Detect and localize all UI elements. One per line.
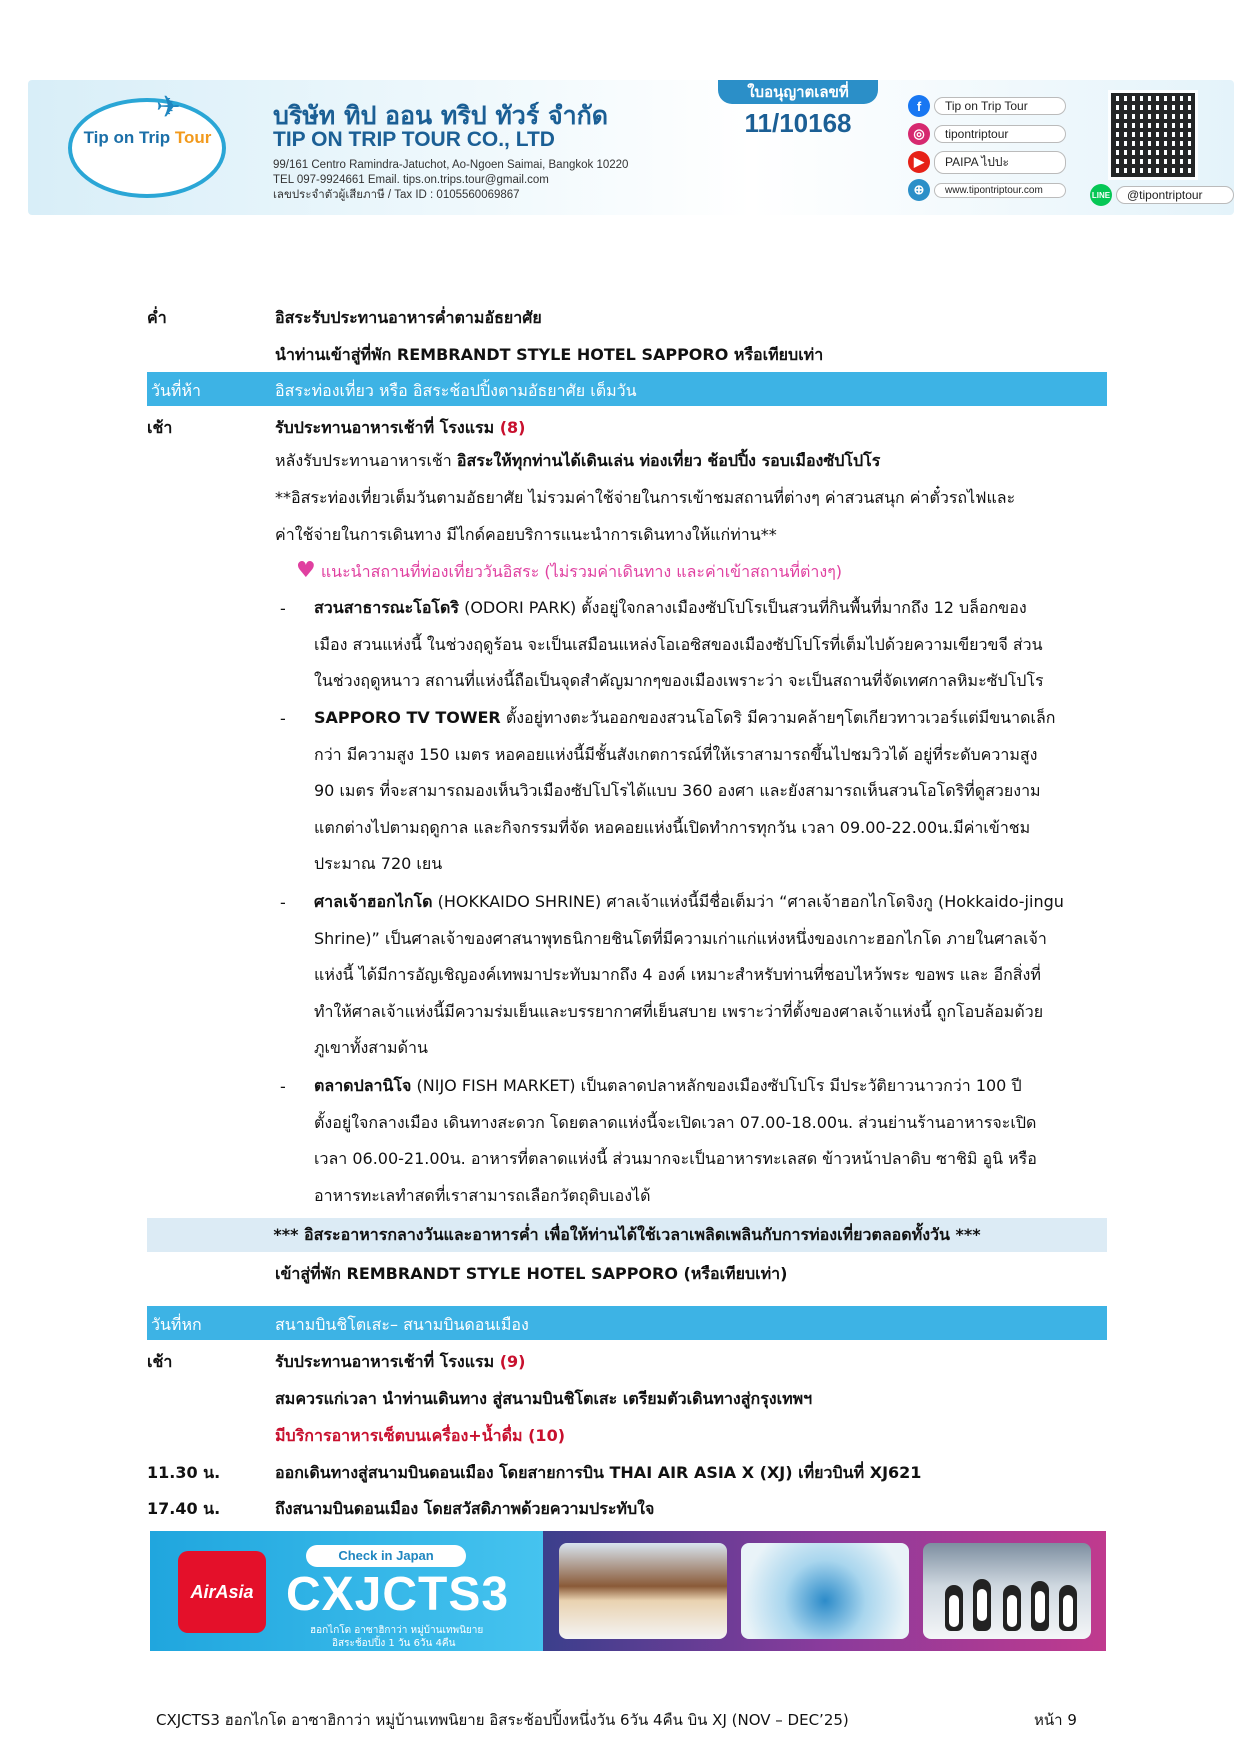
day-label: วันที่ห้า (151, 381, 201, 400)
tour-promo-banner (150, 1531, 1106, 1651)
heart-icon: ♥ (296, 558, 316, 583)
hotel-text: นำท่านเข้าสู่ที่พัก REMBRANDT STYLE HOTEL SAPPORO หรือเทียบเท่า (275, 345, 824, 364)
place-nijo-market: ตลาดปลานิโจ (NIJO FISH MARKET) เป็นตลาดปลาหลักของเมืองซัปโปโร มีประวัติยาวนาวกว่า 100 ปี ตั้งอยู่ใจกลางเมือง เดินทางสะดวก โดยตลาดแห่งนี้จะเปิดเวลา 07.00-18.00น. ส่วนย่านร้านอาหารจะเปิด เวลา 06.00-21.00น. อาหารที่ตลาดแห่งนี้ ส่วนมากจะเป็นอาหารทะเลสด ข้าวหน้าปลาดิบ ซาชิมิ อูนิ หรือ อาหารทะเลทำสดที่เราสามารถเลือกวัตถุดิบเองได้ (314, 1076, 1037, 1205)
photo-shirohige-falls (741, 1543, 909, 1639)
instagram-icon: ◎ (908, 123, 930, 145)
company-header-banner (28, 80, 1234, 215)
breakfast-text: รับประทานอาหารเช้าที่ โรงแรม (8) (275, 418, 526, 437)
social-line[interactable]: LINE @tipontriptour (1090, 184, 1234, 206)
inflight-meal: มีบริการอาหารเซ็ตบนเครื่อง+น้ำดื่ม (10) (275, 1426, 566, 1445)
social-website[interactable]: ⊕ www.tipontriptour.com (908, 176, 1066, 204)
page-number: หน้า 9 (1034, 1711, 1077, 1729)
airplane-icon: ✈ (156, 90, 182, 125)
line-icon: LINE (1090, 184, 1112, 206)
place-odori: สวนสาธารณะโอโดริ (ODORI PARK) ตั้งอยู่ใจกลางเมืองซัปโปโรเป็นสวนที่กินพื้นที่มากถึง 12 บล็อกของ เมือง สวนแห่งนี้ ในช่วงฤดูร้อน จะเป็นเสมือนแหล่งโอเอซิสของเมืองซัปโปโรที่เต็มไปด้วยความเขียวขจี ส่วน ในช่วงฤดูหนาว สถานที่แห่งนี้ถือเป็นจุดสำคัญมากๆของเมืองเพราะว่า จะเป็นสถานที่จัดเทศกาลหิมะซัปโปโร (314, 598, 1044, 691)
recommend-heading: ♥ แนะนำสถานที่ท่องเที่ยววันอิสระ (ไม่รวมค่าเดินทาง และค่าเข้าสถานที่ต่างๆ) (296, 558, 843, 583)
bullet-dash: - (280, 893, 286, 912)
bullet-dash: - (280, 1077, 286, 1096)
bullet-dash: - (280, 599, 286, 618)
day-label: วันที่หก (151, 1315, 202, 1334)
license-number: 11/10168 (744, 108, 852, 138)
tour-subtitle-2: อิสระช้อปปิ้ง 1 วัน 6วัน 4คืน (332, 1638, 456, 1649)
time-label: 11.30 น. (147, 1463, 221, 1482)
day-title: อิสระท่องเที่ยว หรือ อิสระช้อปปิ้งตามอัธยาศัย เต็มวัน (275, 381, 637, 400)
social-instagram[interactable]: ◎ tipontriptour (908, 120, 1066, 148)
breakfast-text: รับประทานอาหารเช้าที่ โรงแรม (9) (275, 1352, 526, 1371)
day-six-band (147, 1306, 1107, 1340)
social-facebook[interactable]: f Tip on Trip Tour (908, 92, 1066, 120)
social-youtube[interactable]: ▶ PAIPA ไปปะ (908, 148, 1066, 176)
meal-label: ค่ำ (147, 308, 167, 327)
youtube-icon: ▶ (908, 151, 930, 173)
place-tv-tower: SAPPORO TV TOWER ตั้งอยู่ทางตะวันออกของสวนโอโดริ มีความคล้ายๆโตเกียวทาวเวอร์แต่มีขนาดเล็ก กว่า มีความสูง 150 เมตร หอคอยแห่งนี้มีชั้นสังเกตการณ์ที่ให้เราสามารถขึ้นไปชมวิวได้ อยู่ที่ระดับความสูง 90 เมตร ที่จะสามารถมองเห็นวิวเมืองซัปโปโรได้แบบ 360 องศา และยังสามารถเห็นสวนโอโดริที่ดูสวยงาม แตกต่างไปตามฤดูกาล และกิจกรรมที่จัด หอคอยแห่งนี้เปิดทำการทุกวัน เวลา 09.00-22.00น.มีค่าเข้าชม ประมาณ 720 เยน (314, 708, 1056, 874)
license-label: ใบอนุญาตเลขที่ (718, 80, 878, 104)
bullet-dash: - (280, 709, 286, 728)
flight-text: ออกเดินทางสู่สนามบินดอนเมือง โดยสายการบิน THAI AIR ASIA X (XJ) เที่ยวบินที่ XJ621 (275, 1463, 922, 1482)
tour-subtitle: ฮอกไกโด อาซาฮิกาว่า หมู่บ้านเทพนิยาย (310, 1625, 484, 1636)
dinner-text: อิสระรับประทานอาหารค่ำตามอัธยาศัย (275, 308, 542, 327)
hotel-text: เข้าสู่ที่พัก REMBRANDT STYLE HOTEL SAPPORO (หรือเทียบเท่า) (275, 1264, 788, 1283)
social-links (908, 92, 1066, 204)
company-logo-text: Tip on Trip Tour (83, 128, 212, 147)
depart-text: สมควรแก่เวลา นำท่านเดินทาง สู่สนามบินชิโตเสะ เตรียมตัวเดินทางสู่กรุงเทพฯ (275, 1389, 813, 1408)
footer-title: CXJCTS3 ฮอกไกโด อาซาฮิกาว่า หมู่บ้านเทพนิยาย อิสระช้อปปิ้งหนึ่งวัน 6วัน 4คืน บิน XJ (NOV – DEC’25) (156, 1711, 849, 1729)
photo-penguin-walk (923, 1543, 1091, 1639)
airasia-logo: AirAsia (178, 1551, 266, 1633)
check-in-badge: Check in Japan (306, 1545, 466, 1567)
day-five-band (147, 372, 1107, 406)
tour-code: CXJCTS3 (286, 1568, 510, 1621)
globe-icon: ⊕ (908, 179, 930, 201)
meal-label: เช้า (147, 1352, 173, 1371)
arrive-text: ถึงสนามบินดอนเมือง โดยสวัสดิภาพด้วยความประทับใจ (275, 1499, 655, 1518)
company-logo-ring (68, 98, 226, 198)
free-note-line-1: **อิสระท่องเที่ยวเต็มวันตามอัธยาศัย ไม่รวมค่าใช้จ่ายในการเข้าชมสถานที่ต่างๆ ค่าสวนสนุก ค่าตั๋วรถไฟและ (275, 488, 1016, 507)
free-intro: หลังรับประทานอาหารเช้า อิสระให้ทุกท่านได้เดินเล่น ท่องเที่ยว ช้อปปิ้ง รอบเมืองซัปโปโร (275, 451, 881, 470)
promo-left-panel (150, 1531, 543, 1651)
facebook-icon: f (908, 95, 930, 117)
company-name-en: TIP ON TRIP TOUR CO., LTD (273, 128, 555, 151)
company-address: 99/161 Centro Ramindra-Jatuchot, Ao-Ngoen Saimai, Bangkok 10220 TEL 097-9924661 Email. tips.on.trips.tour@gmail.com เลขประจำตัวผู้เสียภาษี / Tax ID : 0105560069867 (273, 159, 629, 201)
free-note-line-2: ค่าใช้จ่ายในการเดินทาง มีไกด์คอยบริการแนะนำการเดินทางให้แก่ท่าน** (275, 525, 777, 544)
meal-label: เช้า (147, 418, 173, 437)
place-hokkaido-shrine: ศาลเจ้าฮอกไกโด (HOKKAIDO SHRINE) ศาลเจ้าแห่งนี้มีชื่อเต็มว่า “ศาลเจ้าฮอกไกโดจิงกู (Hokkaido-jingu Shrine)” เป็นศาลเจ้าของศาสนาพุทธนิกายชินโตที่มีความเก่าแก่แห่งหนึ่งของเกาะฮอกไกโด ภายในศาลเจ้า แห่งนี้ ได้มีการอัญเชิญองค์เทพมาประทับมากถึง 4 องค์ เหมาะสำหรับท่านที่ชอบไหว้พระ ขอพร และ อีกสิ่งที่ ทำให้ศาลเจ้าแห่งนี้มีความร่มเย็นและบรรยากาศที่เย็นสบาย เพราะว่าที่ตั้งของศาลเจ้าแห่งนี้ ถูกโอบล้อมด้วย ภูเขาทั้งสามด้าน (314, 892, 1064, 1058)
photo-ningle-terrace (559, 1543, 727, 1639)
qr-code-icon (1108, 90, 1198, 180)
free-meals-note: *** อิสระอาหารกลางวันและอาหารค่ำ เพื่อให้ท่านได้ใช้เวลาเพลิดเพลินกับการท่องเที่ยวตลอดทั้งวัน *** (147, 1218, 1107, 1252)
promo-photo-strip (543, 1531, 1106, 1651)
time-label: 17.40 น. (147, 1499, 221, 1518)
day-title: สนามบินชิโตเสะ– สนามบินดอนเมือง (275, 1315, 529, 1334)
company-name-th: บริษัท ทิป ออน ทริป ทัวร์ จำกัด (273, 101, 609, 130)
